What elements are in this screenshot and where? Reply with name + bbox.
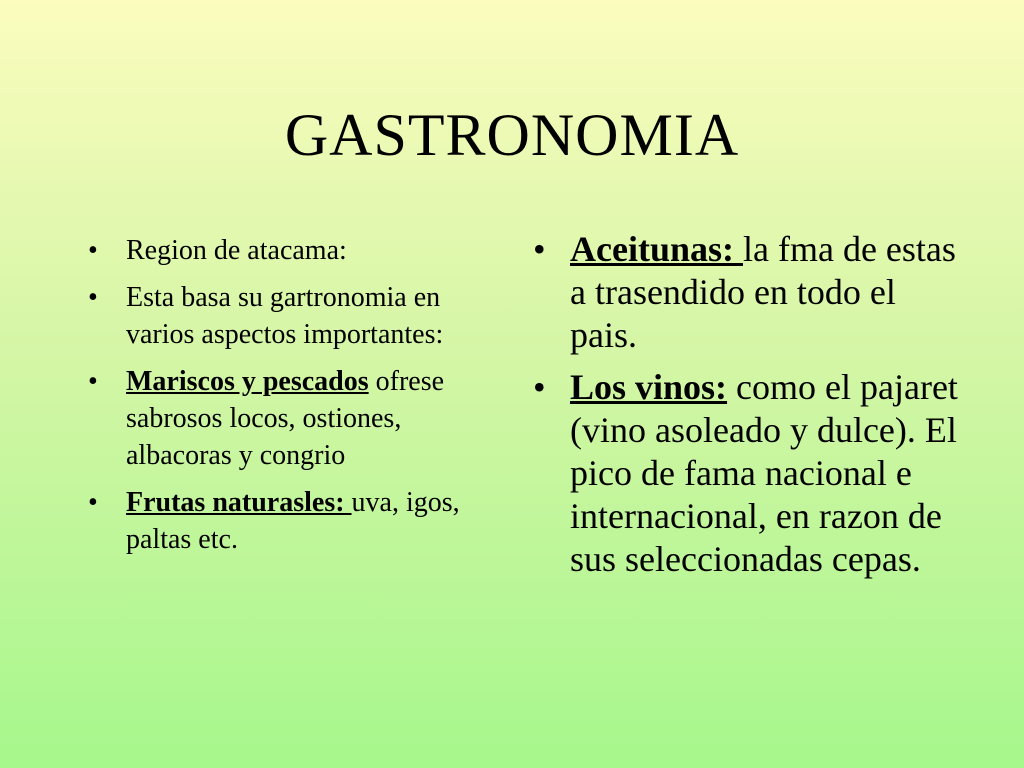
bullet-region-text: Region de atacama: (126, 235, 347, 266)
bullet-seafood (88, 363, 483, 474)
left-bullet-list (88, 232, 483, 568)
slide-title: GASTRONOMIA (284, 102, 740, 168)
wines-heading: Los vinos: (570, 367, 728, 407)
olives-heading: Aceitunas: (570, 229, 743, 269)
right-bullet-list (533, 228, 963, 590)
bullet-gastronomy-text: Esta basa su gartronomia en varios aspectos importantes: (126, 282, 444, 350)
bullet-region (88, 232, 483, 269)
bullet-gastronomy-intro (88, 279, 483, 353)
fruits-heading: Frutas naturasles: (126, 487, 352, 518)
olives-text: la fma de estas a trasendido en todo el pais. (570, 229, 956, 355)
bullet-olives (533, 228, 963, 357)
bullet-fruits (88, 484, 483, 558)
bullet-wines (533, 366, 963, 581)
seafood-text: ofrese sabrosos locos, ostiones, albacoras y congrio (126, 366, 445, 471)
fruits-text: uva, igos, paltas etc. (126, 487, 460, 555)
wines-text: como el pajaret (vino asoleado y dulce). El pico de fama nacional e internacional, en razon de sus seleccionadas cepas. (570, 367, 958, 579)
seafood-heading: Mariscos y pescados (126, 366, 369, 397)
